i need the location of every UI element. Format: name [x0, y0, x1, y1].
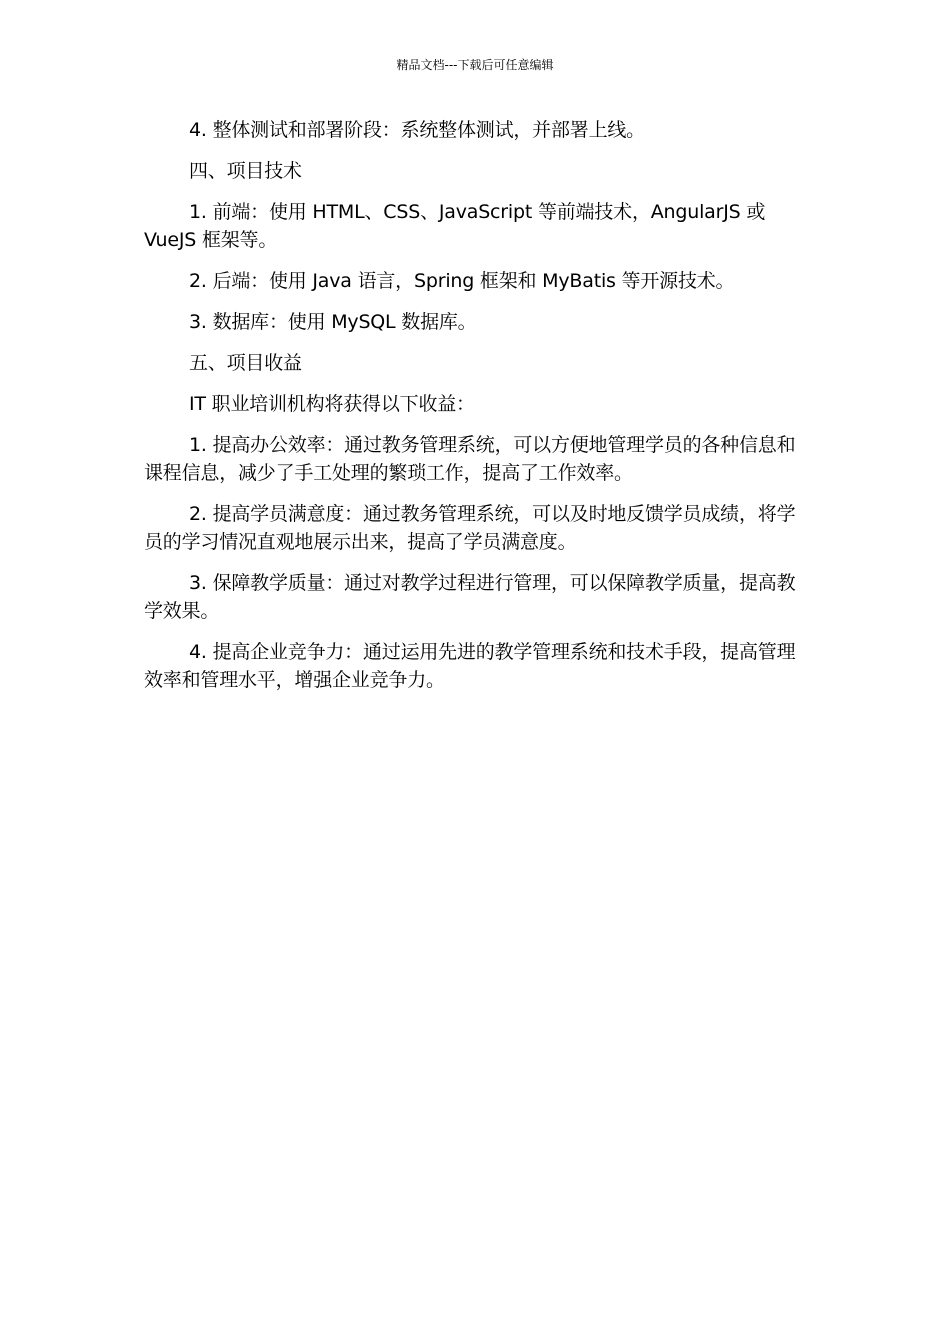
paragraph-benefit-competitiveness: 4. 提高企业竞争力：通过运用先进的教学管理系统和技术手段，提高管理效率和管理水平，增强企业竞争力。 — [144, 641, 796, 691]
paragraph-backend: 2. 后端：使用 Java 语言，Spring 框架和 MyBatis 等开源技术。 — [189, 270, 735, 292]
section-heading-project-benefits: 五、项目收益 — [189, 352, 302, 374]
page-header: 精品文档---下载后可任意编辑 — [396, 58, 554, 72]
paragraph-testing-deployment: 4. 整体测试和部署阶段：系统整体测试，并部署上线。 — [189, 119, 645, 141]
section-heading-project-technology: 四、项目技术 — [189, 160, 302, 182]
paragraph-benefits-intro: IT 职业培训机构将获得以下收益： — [189, 393, 475, 415]
paragraph-database: 3. 数据库：使用 MySQL 数据库。 — [189, 311, 477, 333]
document-body — [144, 116, 804, 707]
paragraph-benefit-satisfaction: 2. 提高学员满意度：通过教务管理系统，可以及时地反馈学员成绩，将学员的学习情况直观地展示出来，提高了学员满意度。 — [144, 503, 796, 553]
paragraph-benefit-efficiency: 1. 提高办公效率：通过教务管理系统，可以方便地管理学员的各种信息和课程信息，减少了手工处理的繁琐工作，提高了工作效率。 — [144, 434, 796, 484]
paragraph-benefit-quality: 3. 保障教学质量：通过对教学过程进行管理，可以保障教学质量，提高教学效果。 — [144, 572, 796, 622]
paragraph-frontend: 1. 前端：使用 HTML、CSS、JavaScript 等前端技术，AngularJS 或 VueJS 框架等。 — [144, 201, 766, 251]
